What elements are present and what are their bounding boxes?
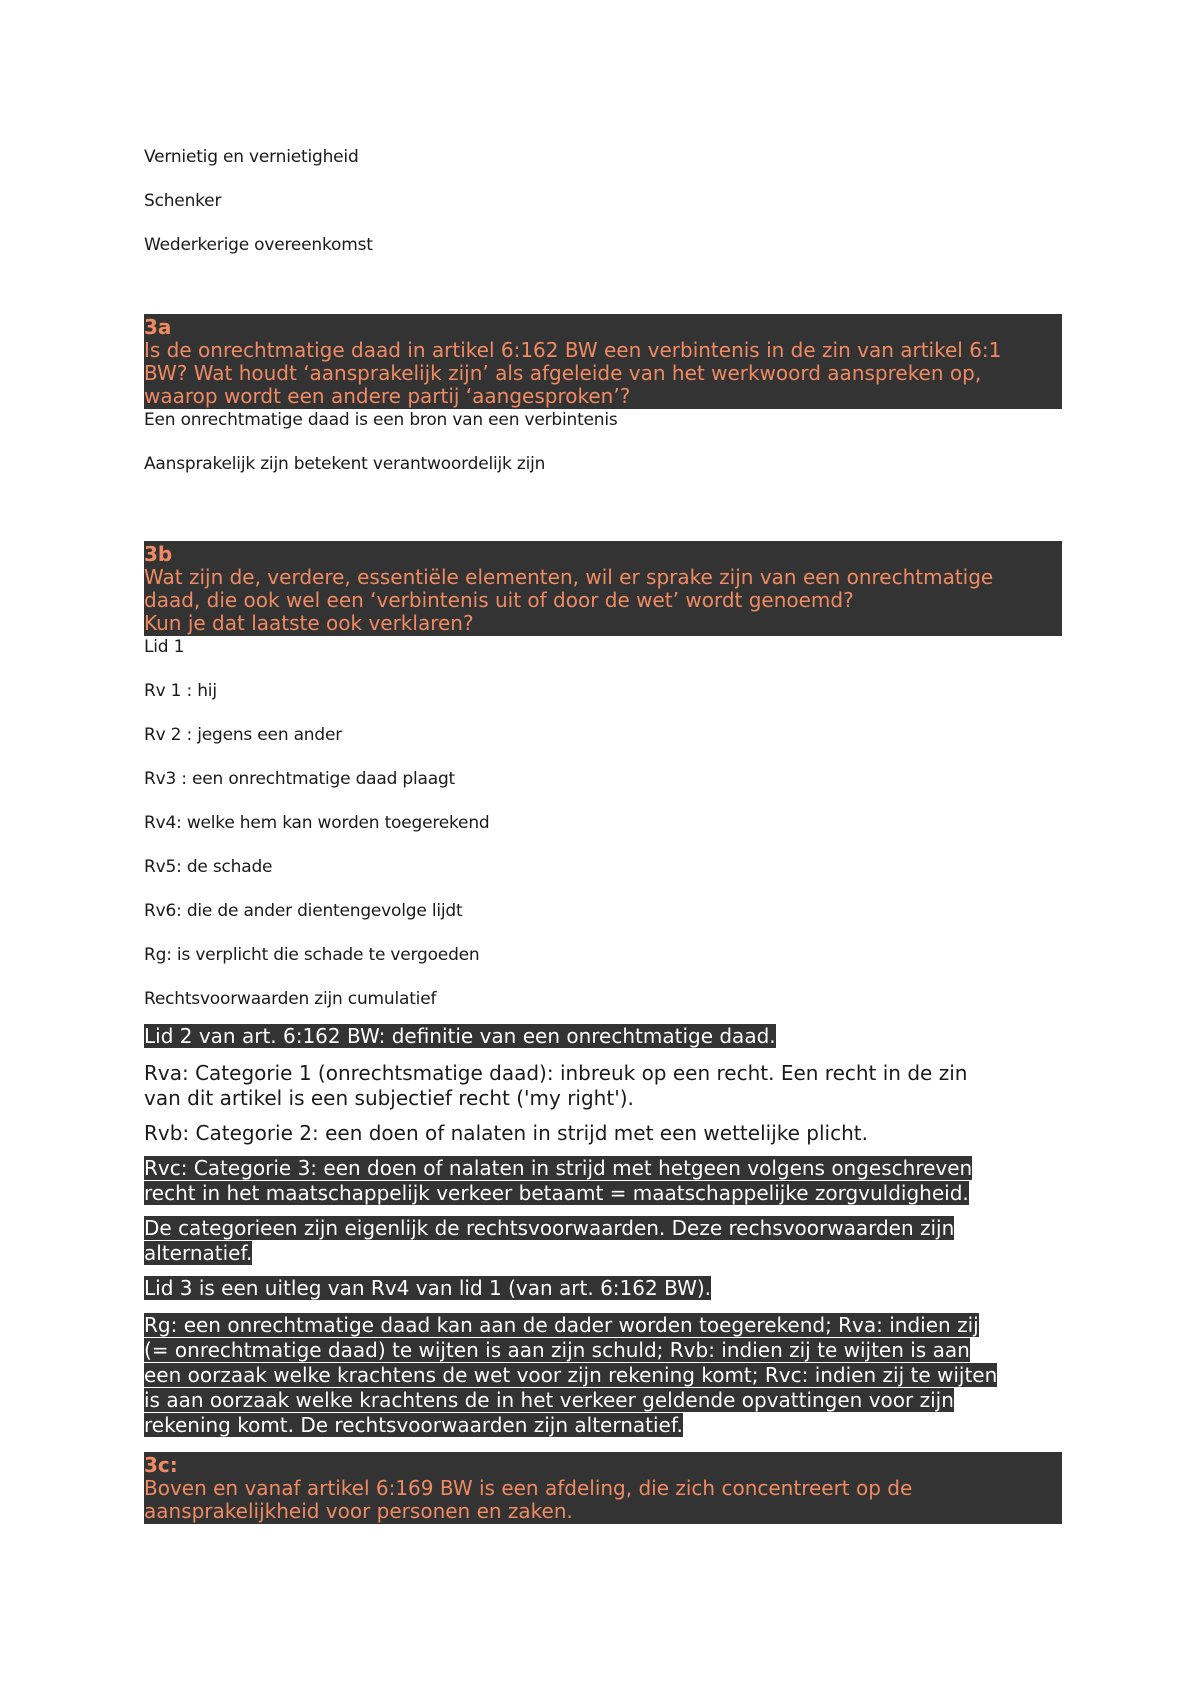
question-id: 3b (144, 542, 173, 566)
lid3-heading-text: Lid 3 is een uitleg van Rv4 van lid 1 (van art. 6:162 BW). (144, 1276, 712, 1300)
answer-line: Rv6: die de ander dientengevolge lijdt (144, 901, 463, 921)
rva-line: van dit artikel is een subjectief recht ('my right'). (144, 1086, 634, 1110)
categories-line: De categorieen zijn eigenlijk de rechtsvoorwaarden. Deze rechsvoorwaarden zijn (144, 1216, 955, 1240)
question-line: aansprakelijkheid voor personen en zaken. (144, 1499, 573, 1523)
answer-line: Rv5: de schade (144, 857, 273, 877)
question-line: BW? Wat houdt ‘aansprakelijk zijn’ als afgeleide van het werkwoord aanspreken op, (144, 361, 982, 385)
lid3-line: een oorzaak welke krachtens de wet voor zijn rekening komt; Rvc: indien zij te wijten (144, 1363, 998, 1387)
lid3-line: rekening komt. De rechtsvoorwaarden zijn alternatief. (144, 1413, 683, 1437)
lid3-line: is aan oorzaak welke krachtens de in het verkeer geldende opvattingen voor zijn (144, 1388, 954, 1412)
answer-line: Rv4: welke hem kan worden toegerekend (144, 813, 490, 833)
question-line: daad, die ook wel een ‘verbintenis uit of door de wet’ wordt genoemd? (144, 588, 854, 612)
intro-line: Schenker (144, 191, 222, 211)
answer-line: Rg: is verplicht die schade te vergoeden (144, 945, 480, 965)
question-line: waarop wordt een andere partij ‘aangesproken’? (144, 384, 631, 408)
question-3a (144, 314, 1062, 409)
lid3-heading (144, 1276, 1062, 1301)
lid3-line: (= onrechtmatige daad) te wijten is aan zijn schuld; Rvb: indien zij te wijten is aan (144, 1338, 970, 1362)
question-id: 3c: (144, 1453, 178, 1477)
document-page (144, 146, 1062, 1524)
answer-line: Een onrechtmatige daad is een bron van een verbintenis (144, 410, 618, 430)
question-line: Wat zijn de, verdere, essentiële elementen, wil er sprake zijn van een onrechtmatige (144, 565, 994, 589)
rvc-line: recht in het maatschappelijk verkeer betaamt = maatschappelijke zorgvuldigheid. (144, 1181, 969, 1205)
question-line: Is de onrechtmatige daad in artikel 6:162 BW een verbintenis in de zin van artikel 6:1 (144, 338, 1002, 362)
answer-line: Rv 1 : hij (144, 681, 217, 701)
lid2-heading (144, 1024, 1062, 1049)
lid2-heading-text: Lid 2 van art. 6:162 BW: definitie van een onrechtmatige daad. (144, 1024, 776, 1048)
question-line: Kun je dat laatste ook verklaren? (144, 611, 474, 635)
answer-line: Rechtsvoorwaarden zijn cumulatief (144, 989, 437, 1009)
rva-line: Rva: Categorie 1 (onrechtsmatige daad): inbreuk op een recht. Een recht in de zin (144, 1061, 968, 1085)
answer-line: Rv 2 : jegens een ander (144, 725, 343, 745)
answer-line: Aansprakelijk zijn betekent verantwoordelijk zijn (144, 454, 546, 474)
lid2-rvb: Rvb: Categorie 2: een doen of nalaten in strijd met een wettelijke plicht. (144, 1121, 868, 1145)
answer-line: Lid 1 (144, 637, 185, 657)
question-3c (144, 1452, 1062, 1524)
lid2-rvc (144, 1156, 1062, 1206)
question-id: 3a (144, 315, 172, 339)
answer-line: Rv3 : een onrechtmatige daad plaagt (144, 769, 456, 789)
intro-line: Vernietig en vernietigheid (144, 147, 359, 167)
lid2-rva (144, 1061, 1062, 1111)
question-line: Boven en vanaf artikel 6:169 BW is een afdeling, die zich concentreert op de (144, 1476, 913, 1500)
question-3b (144, 541, 1062, 636)
categories-line: alternatief. (144, 1241, 253, 1265)
lid3-body (144, 1313, 1062, 1438)
rvc-line: Rvc: Categorie 3: een doen of nalaten in strijd met hetgeen volgens ongeschreven (144, 1156, 973, 1180)
intro-line: Wederkerige overeenkomst (144, 235, 373, 255)
lid2-categories (144, 1216, 1062, 1266)
lid3-line: Rg: een onrechtmatige daad kan aan de dader worden toegerekend; Rva: indien zij (144, 1313, 979, 1337)
